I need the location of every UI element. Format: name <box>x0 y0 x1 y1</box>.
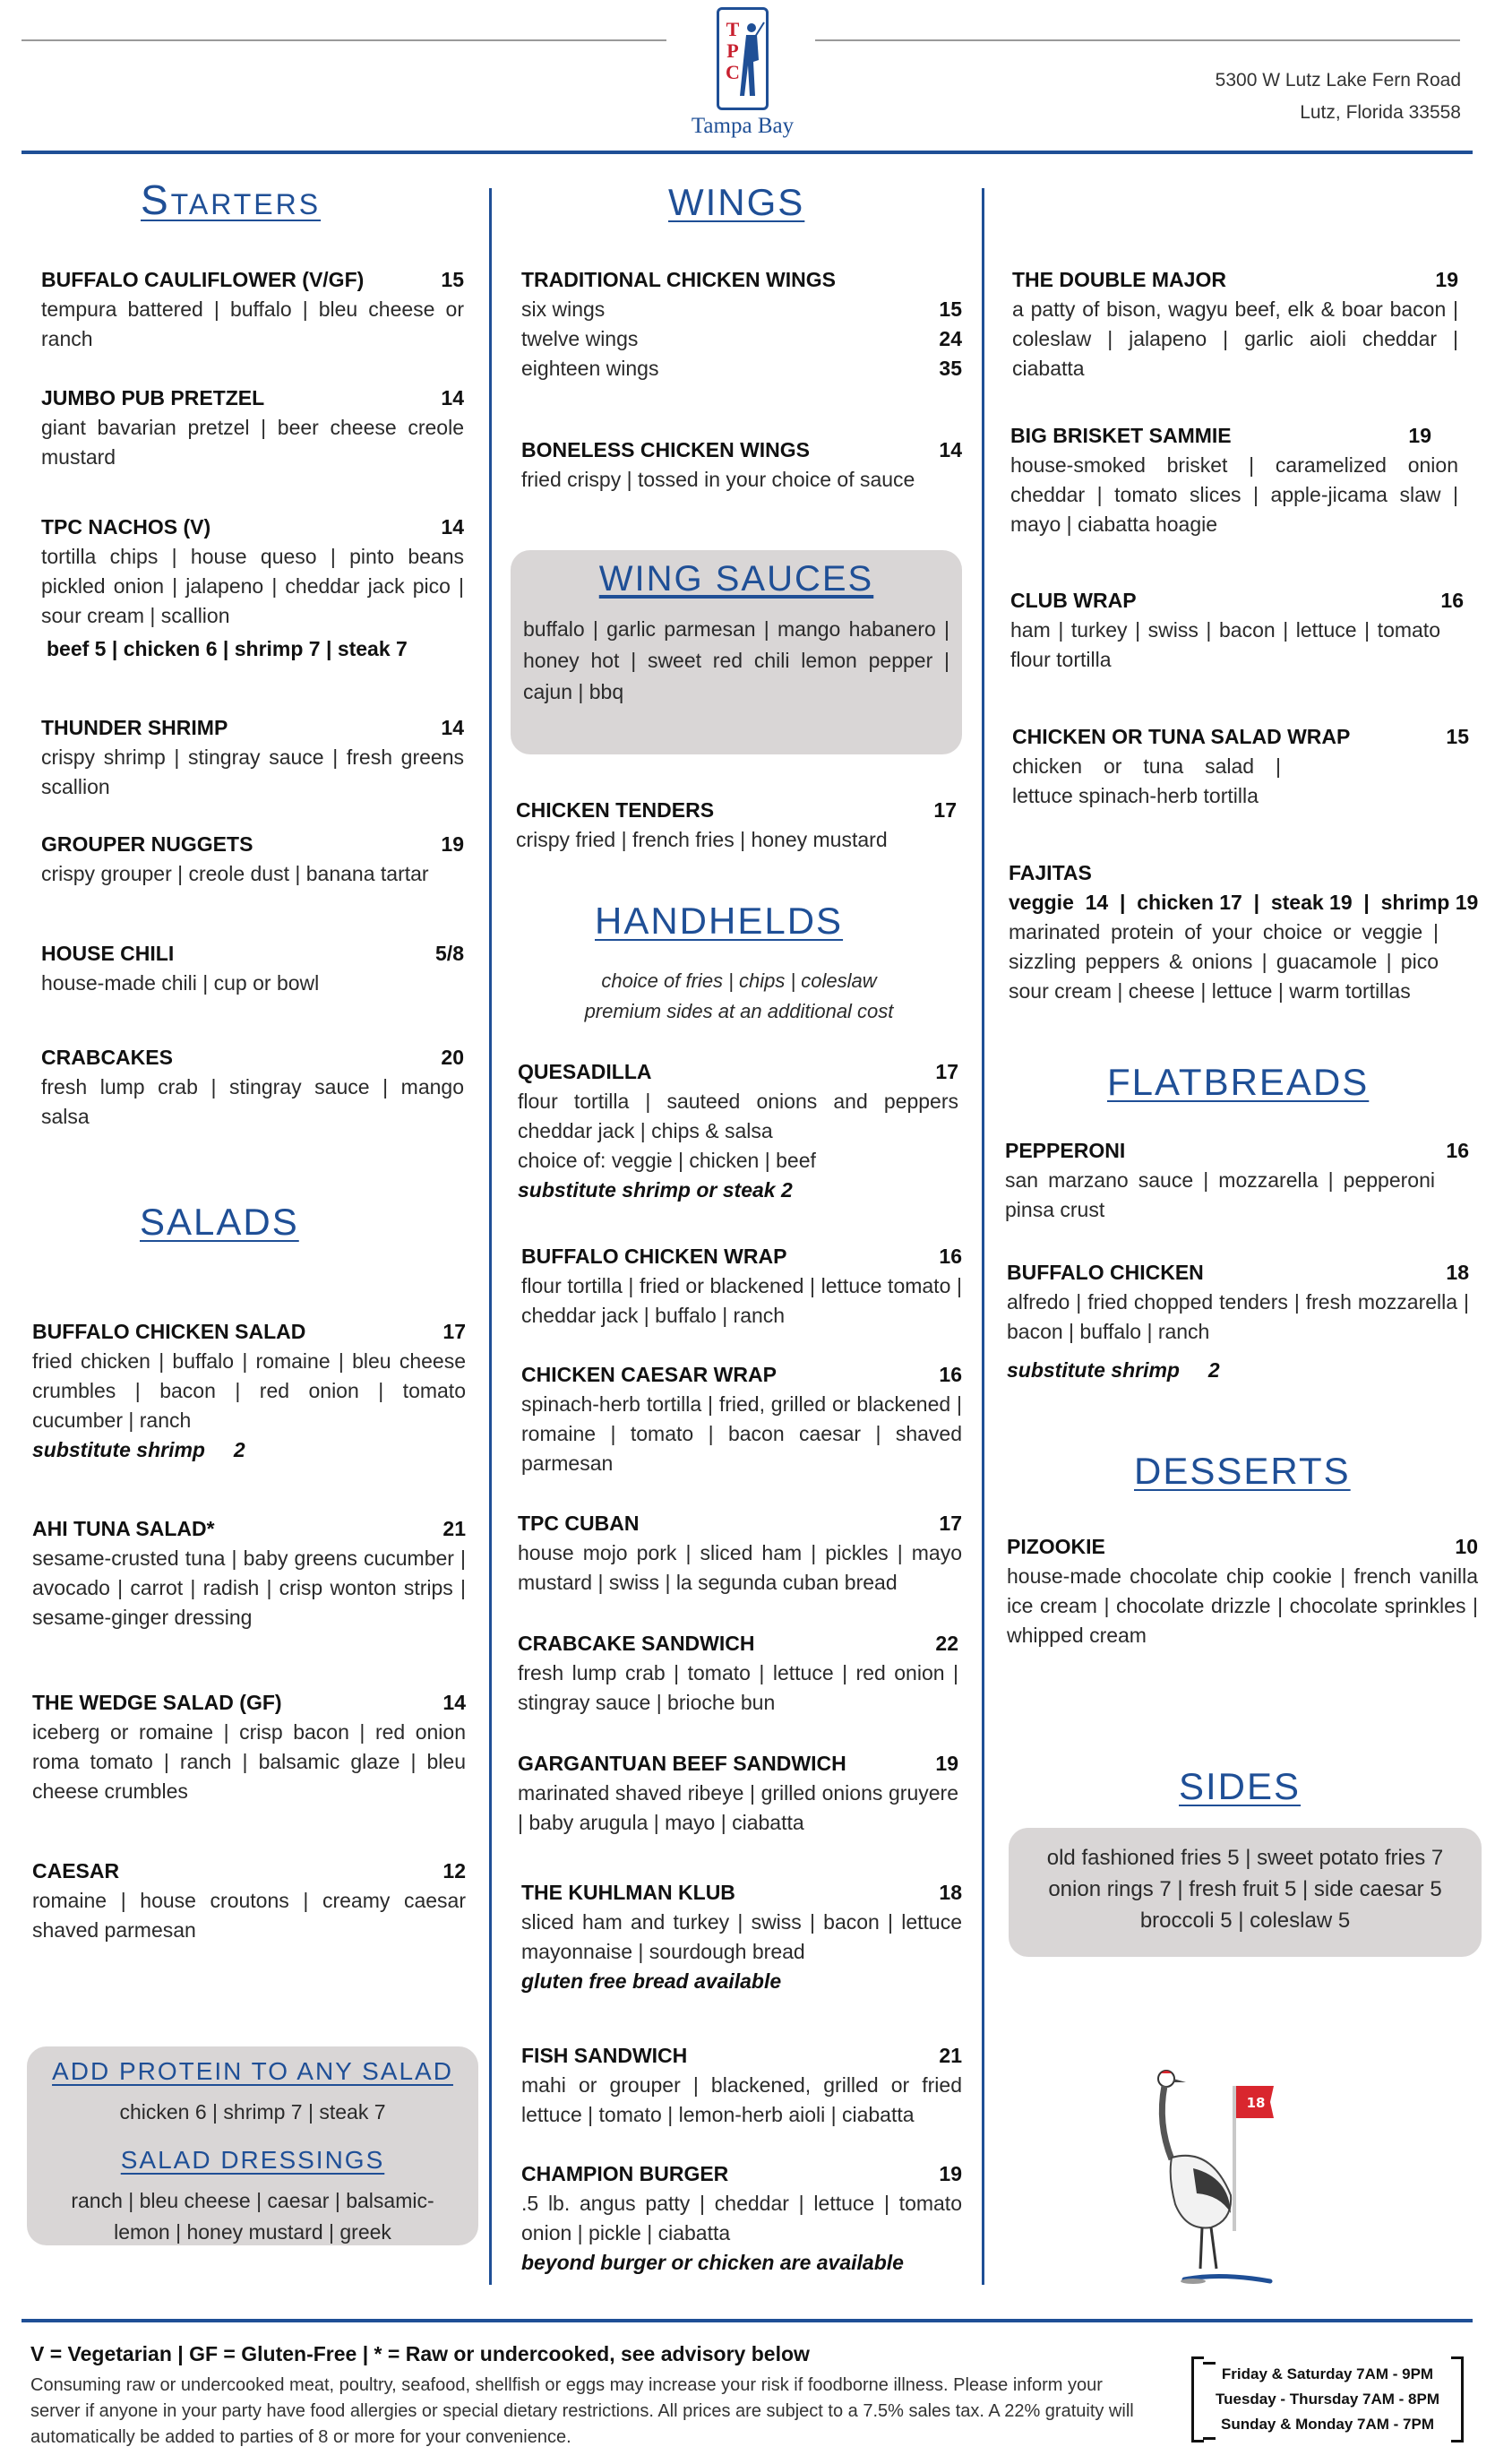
dressings-title: SALAD DRESSINGS <box>120 2146 385 2174</box>
item-name: CRABCAKE SANDWICH <box>518 1632 755 1655</box>
item-desc: crispy grouper | creole dust | banana tartar <box>41 862 429 885</box>
item-desc: tempura battered | buffalo | bleu cheese or ranch <box>41 297 464 350</box>
menu-item <box>1010 421 1458 539</box>
item-price: 17 <box>442 1320 466 1343</box>
item-desc: crispy shrimp | stingray sauce | fresh greens scallion <box>41 745 464 798</box>
item-name: BONELESS CHICKEN WINGS <box>521 438 811 461</box>
menu-item <box>32 1688 466 1806</box>
item-name: JUMBO PUB PRETZEL <box>41 386 265 409</box>
item-name: HOUSE CHILI <box>41 942 175 965</box>
logo-shield <box>717 7 769 110</box>
menu-item <box>518 1509 962 1598</box>
menu-item <box>521 265 962 383</box>
protein-box-title: ADD PROTEIN TO ANY SALAD <box>52 2057 453 2085</box>
item-price: 19 <box>935 1752 958 1775</box>
sides-box <box>1009 1828 1482 1957</box>
address-line-2: Lutz, Florida 33558 <box>1300 102 1461 123</box>
item-desc: marinated shaved ribeye | grilled onions gruyere | baby arugula | mayo | ciabatta <box>518 1781 958 1834</box>
menu-item <box>1007 1258 1469 1385</box>
item-price: 14 <box>441 515 464 538</box>
menu-item <box>41 830 464 889</box>
item-desc: crispy fried | french fries | honey mustard <box>516 828 888 851</box>
menu-item-fajitas <box>1009 858 1479 1006</box>
item-price: 19 <box>1408 424 1431 447</box>
dressings-line-2: lemon | honey mustard | greek <box>114 2220 391 2244</box>
item-name: BUFFALO CAULIFLOWER (V/GF) <box>41 268 365 291</box>
header-line-left <box>21 39 666 41</box>
item-desc: fresh lump crab | tomato | lettuce | red onion | stingray sauce | brioche bun <box>518 1661 958 1714</box>
item-desc: flour tortilla | fried or blackened | lettuce tomato | cheddar jack | buffalo | ranch <box>521 1274 962 1327</box>
column-divider-2 <box>982 188 984 2285</box>
item-name: TPC CUBAN <box>518 1512 640 1535</box>
wing-option: six wings 15 <box>521 297 962 321</box>
menu-item <box>521 435 962 495</box>
item-desc: san marzano sauce | mozzarella | pepperoni pinsa crust <box>1005 1168 1435 1221</box>
item-desc: iceberg or romaine | crisp bacon | red onion roma tomato | ranch | balsamic glaze | bleu cheese crumbles <box>32 1720 466 1803</box>
item-price: 16 <box>1440 589 1464 612</box>
item-price: 21 <box>442 1517 466 1540</box>
flag-number: 18 <box>1246 2095 1266 2111</box>
item-desc: house-made chili | cup or bowl <box>41 971 320 995</box>
item-name: FISH SANDWICH <box>521 2044 688 2067</box>
item-name: BUFFALO CHICKEN SALAD <box>32 1320 306 1343</box>
item-name: CLUB WRAP <box>1010 589 1137 612</box>
dietary-legend: V = Vegetarian | GF = Gluten-Free | * = Raw or undercooked, see advisory below <box>30 2342 810 2365</box>
handhelds-note: choice of fries | chips | coleslaw premium sides at an additional cost <box>584 969 894 1022</box>
address-line-1: 5300 W Lutz Lake Fern Road <box>1215 70 1461 90</box>
tpc-logo <box>691 7 795 139</box>
menu-item <box>521 1878 962 1996</box>
item-price: 15 <box>441 268 464 291</box>
hours-line-1: Friday & Saturday 7AM - 9PM <box>1221 2365 1434 2382</box>
desserts-heading: DESSERTS <box>1134 1450 1351 1492</box>
item-price: 14 <box>441 716 464 739</box>
item-desc: alfredo | fried chopped tenders | fresh mozzarella | bacon | buffalo | ranch <box>1007 1290 1469 1343</box>
item-price: 16 <box>939 1245 962 1268</box>
item-name: BIG BRISKET SAMMIE <box>1010 424 1232 447</box>
item-price: 10 <box>1455 1535 1478 1558</box>
item-desc: house-made chocolate chip cookie | french vanilla ice cream | chocolate drizzle | chocolate sprinkles | whipped cream <box>1007 1564 1478 1647</box>
item-price: 14 <box>442 1691 466 1714</box>
item-substitute: beyond burger or chicken are available <box>521 2251 904 2274</box>
consumer-advisory: Consuming raw or undercooked meat, poultry, seafood, shellfish or eggs may increase your risk if foodborne illness. Please inform your server if anyone in your party have food allergies or special dietary restrictions. All prices are subject to a 7.5% sales tax. A 22% gratuity will automatically be added to parties of 8 or more for your convenience. <box>30 2375 1134 2447</box>
item-name: CAESAR <box>32 1859 120 1882</box>
menu-item <box>521 2159 962 2278</box>
column-divider-1 <box>489 188 492 2285</box>
item-price: 14 <box>939 438 962 461</box>
address <box>1216 65 1461 129</box>
item-desc: sliced ham and turkey | swiss | bacon | lettuce mayonnaise | sourdough bread <box>521 1910 962 1963</box>
item-price: 12 <box>442 1859 466 1882</box>
item-price: 19 <box>441 832 464 856</box>
item-desc: mahi or grouper | blackened, grilled or fried lettuce | tomato | lemon-herb aioli | ciabatta <box>521 2073 962 2126</box>
item-name: TPC NACHOS (V) <box>41 515 211 538</box>
menu-item <box>1012 265 1458 383</box>
item-name: THUNDER SHRIMP <box>41 716 228 739</box>
starters-heading: Starters <box>141 177 322 223</box>
item-desc: ham | turkey | swiss | bacon | lettuce | tomato flour tortilla <box>1010 618 1440 671</box>
item-desc: chicken or tuna salad | lettuce spinach-herb tortilla <box>1012 754 1281 807</box>
item-addons: beef 5 | chicken 6 | shrimp 7 | steak 7 <box>47 637 408 660</box>
business-hours <box>1191 2356 1464 2442</box>
menu-item <box>41 513 464 664</box>
menu-item <box>518 1749 958 1838</box>
menu-item <box>32 1857 466 1945</box>
item-price: 21 <box>939 2044 962 2067</box>
menu-item <box>1005 1136 1469 1225</box>
item-name: AHI TUNA SALAD* <box>32 1517 215 1540</box>
hours-bracket <box>1451 2356 1464 2359</box>
item-price: 18 <box>939 1881 962 1904</box>
item-substitute: substitute shrimp 2 <box>1007 1358 1220 1382</box>
menu-item <box>1007 1532 1478 1650</box>
item-name: BUFFALO CHICKEN <box>1007 1261 1204 1284</box>
item-name: CHAMPION BURGER <box>521 2162 729 2185</box>
item-price: 15 <box>1446 725 1469 748</box>
menu-item <box>41 1043 464 1132</box>
logo-subtitle: Tampa Bay <box>691 114 795 138</box>
item-price: 17 <box>935 1060 958 1083</box>
menu-item <box>32 1514 466 1633</box>
item-desc: fried crispy | tossed in your choice of sauce <box>521 468 915 491</box>
item-substitute: substitute shrimp or steak 2 <box>518 1178 793 1202</box>
menu-item <box>521 1242 962 1331</box>
item-name: CHICKEN CAESAR WRAP <box>521 1363 777 1386</box>
item-desc: house mojo pork | sliced ham | pickles | mayo mustard | swiss | la segunda cuban bread <box>518 1541 962 1594</box>
item-name: THE WEDGE SALAD (GF) <box>32 1691 282 1714</box>
hours-line-3: Sunday & Monday 7AM - 7PM <box>1220 2416 1435 2433</box>
item-price: 19 <box>939 2162 962 2185</box>
header-line-right <box>815 39 1460 41</box>
sides-heading: SIDES <box>1179 1765 1302 1807</box>
menu-item <box>516 796 957 855</box>
flatbreads-heading: FLATBREADS <box>1107 1061 1370 1103</box>
item-name: BUFFALO CHICKEN WRAP <box>521 1245 787 1268</box>
item-price: 16 <box>939 1363 962 1386</box>
item-desc: house-smoked brisket | caramelized onion cheddar | tomato slices | apple-jicama slaw | mayo | ciabatta hoagie <box>1010 453 1458 536</box>
item-desc: fried chicken | buffalo | romaine | bleu cheese crumbles | bacon | red onion | tomato cucumber | ranch <box>32 1349 466 1432</box>
item-price: 5/8 <box>435 942 464 965</box>
menu-item <box>518 1057 958 1205</box>
wing-option: eighteen wings 35 <box>521 357 962 380</box>
wing-option: twelve wings 24 <box>521 327 962 350</box>
dressings-line-1: ranch | bleu cheese | caesar | balsamic- <box>71 2189 434 2212</box>
footer-rule <box>21 2319 1473 2322</box>
golfer-icon <box>737 19 766 101</box>
item-desc: fresh lump crab | stingray sauce | mango salsa <box>41 1075 464 1128</box>
item-name: PIZOOKIE <box>1007 1535 1105 1558</box>
item-substitute: substitute shrimp 2 <box>32 1438 245 1461</box>
sides-line-2: onion rings 7 | fresh fruit 5 | side caesar 5 <box>1048 1877 1442 1901</box>
handhelds-heading: HANDHELDS <box>595 900 844 942</box>
hours-bracket <box>1451 2440 1464 2442</box>
item-price: 16 <box>1446 1139 1469 1162</box>
menu-item <box>41 265 464 354</box>
item-desc: giant bavarian pretzel | beer cheese creole mustard <box>41 416 464 469</box>
crane-mascot-icon <box>1130 2061 1310 2290</box>
item-name: FAJITAS <box>1009 861 1092 884</box>
menu-item <box>41 713 464 802</box>
item-desc: marinated protein of your choice or veggie | sizzling peppers & onions | guacamole | pico sour cream | cheese | lettuce | warm tortillas <box>1009 920 1439 1003</box>
item-price: 18 <box>1446 1261 1469 1284</box>
item-price: 17 <box>939 1512 962 1535</box>
item-desc: spinach-herb tortilla | fried, grilled or blackened | romaine | tomato | bacon caesar | shaved parmesan <box>521 1392 962 1475</box>
item-desc: sesame-crusted tuna | baby greens cucumber | avocado | carrot | radish | crisp wonton strips | sesame-ginger dressing <box>32 1546 466 1629</box>
item-name: PEPPERONI <box>1005 1139 1126 1162</box>
salads-heading: SALADS <box>140 1201 299 1243</box>
item-desc: .5 lb. angus patty | cheddar | lettuce | tomato onion | pickle | ciabatta <box>521 2192 962 2244</box>
protein-box-text: chicken 6 | shrimp 7 | steak 7 <box>119 2100 386 2124</box>
header-rule <box>21 151 1473 154</box>
menu-item <box>41 939 464 998</box>
item-name: GROUPER NUGGETS <box>41 832 253 856</box>
item-price: 22 <box>935 1632 958 1655</box>
item-name: CHICKEN TENDERS <box>516 798 715 822</box>
item-price: 14 <box>441 386 464 409</box>
item-price: 17 <box>933 798 957 822</box>
item-name: CRABCAKES <box>41 1046 173 1069</box>
menu-item <box>1010 586 1464 675</box>
menu-item <box>521 2041 962 2130</box>
item-desc: romaine | house croutons | creamy caesar shaved parmesan <box>32 1889 466 1942</box>
item-name: TRADITIONAL CHICKEN WINGS <box>521 268 836 291</box>
item-price: 19 <box>1435 268 1458 291</box>
wings-heading: WINGS <box>668 181 805 223</box>
menu-item <box>41 383 464 472</box>
hours-bracket <box>1191 2356 1204 2359</box>
menu-item <box>1012 722 1469 811</box>
menu-item <box>521 1360 962 1478</box>
item-desc: tortilla chips | house queso | pinto beans pickled onion | jalapeno | cheddar jack pico | sour cream | scallion <box>41 545 464 627</box>
logo-text: T P C <box>726 18 740 83</box>
sides-line-3: broccoli 5 | coleslaw 5 <box>1139 1908 1351 1933</box>
wing-sauces-title: WING SAUCES <box>598 559 874 599</box>
sides-line-1: old fashioned fries 5 | sweet potato fries 7 <box>1046 1846 1444 1870</box>
protein-box <box>27 2046 478 2245</box>
item-desc: flour tortilla | sauteed onions and peppers cheddar jack | chips & salsa <box>518 1090 958 1142</box>
item-desc: a patty of bison, wagyu beef, elk & boar bacon | coleslaw | jalapeno | garlic aioli cheddar | ciabatta <box>1012 297 1458 380</box>
item-name: GARGANTUAN BEEF SANDWICH <box>518 1752 846 1775</box>
item-name: CHICKEN OR TUNA SALAD WRAP <box>1012 725 1351 748</box>
hours-line-2: Tuesday - Thursday 7AM - 8PM <box>1215 2391 1439 2408</box>
item-price: 20 <box>441 1046 464 1069</box>
item-choice: choice of: veggie | chicken | beef <box>518 1149 816 1172</box>
item-substitute: gluten free bread available <box>521 1969 782 1993</box>
wing-sauces-box <box>511 550 962 754</box>
menu-item <box>518 1629 958 1718</box>
fajitas-prices: veggie 14 | chicken 17 | steak 19 | shrimp 19 <box>1009 891 1479 914</box>
item-name: THE DOUBLE MAJOR <box>1012 268 1226 291</box>
menu-item <box>32 1317 466 1465</box>
wing-sauces-text: buffalo | garlic parmesan | mango habanero | honey hot | sweet red chili lemon pepper | cajun | bbq <box>523 617 949 703</box>
item-name: QUESADILLA <box>518 1060 652 1083</box>
hours-bracket <box>1191 2440 1204 2442</box>
item-name: THE KUHLMAN KLUB <box>521 1881 735 1904</box>
